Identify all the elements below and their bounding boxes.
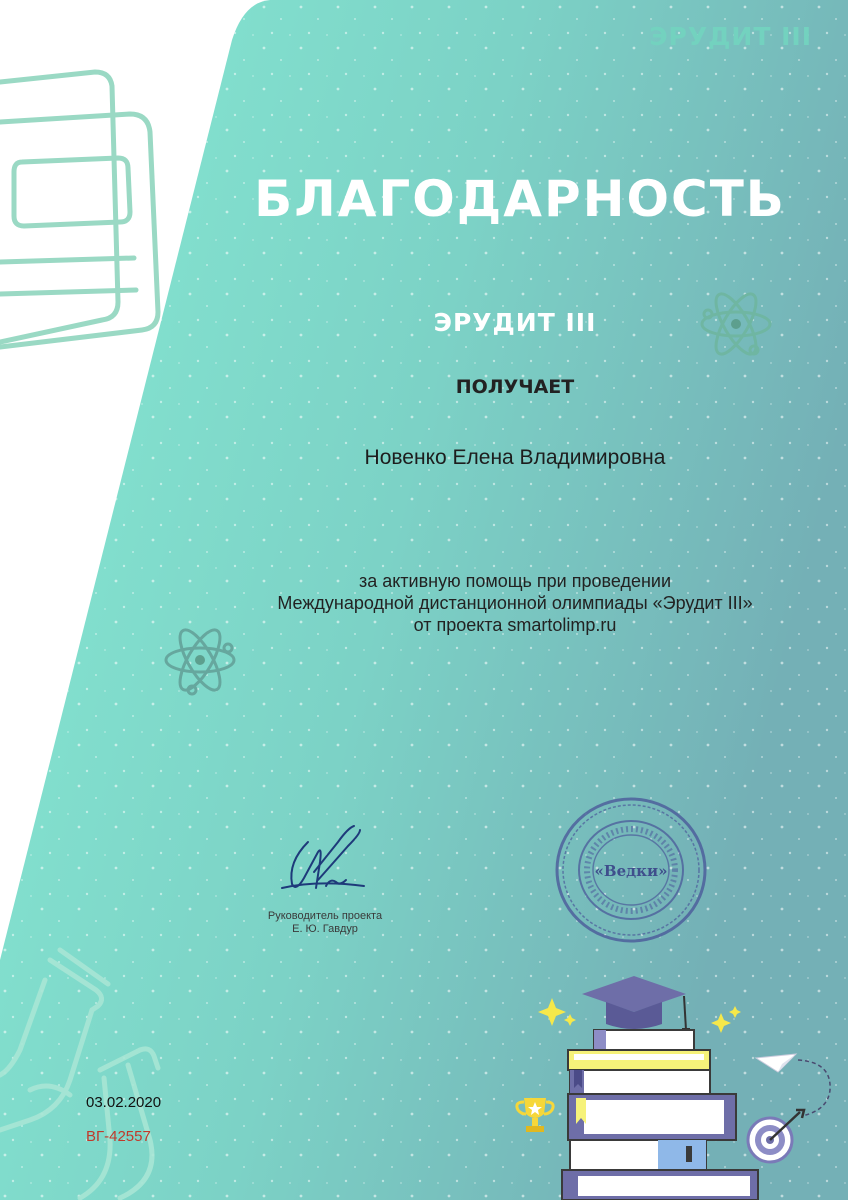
stamp-center-text: «Ведки» bbox=[594, 862, 668, 880]
signature-name: Е. Ю. Гавдур bbox=[292, 923, 358, 935]
olympiad-name: ЭРУДИТ III bbox=[433, 308, 597, 337]
recipient-name: Новенко Елена Владимировна bbox=[364, 446, 666, 469]
reason-line-2: Международной дистанционной олимпиады «Эрудит III» bbox=[277, 593, 753, 613]
award-reason bbox=[215, 570, 815, 636]
reason-line-3: от проекта smartolimp.ru bbox=[413, 615, 617, 635]
target-icon bbox=[746, 1108, 806, 1168]
stamp-icon bbox=[554, 796, 708, 944]
trophy-icon bbox=[512, 1094, 558, 1134]
signature-label bbox=[240, 910, 410, 936]
header-brand: ЭРУДИТ III bbox=[649, 22, 812, 51]
certificate-code: ВГ-42557 bbox=[86, 1128, 151, 1145]
issue-date: 03.02.2020 bbox=[86, 1094, 162, 1111]
page-title: БЛАГОДАРНОСТЬ bbox=[254, 170, 786, 228]
flask-icon bbox=[0, 940, 240, 1200]
book-icon bbox=[0, 62, 170, 352]
signature-role: Руководитель проекта bbox=[267, 910, 383, 922]
receives-label: ПОЛУЧАЕТ bbox=[455, 376, 575, 398]
reason-line-1: за активную помощь при проведении bbox=[358, 571, 672, 591]
signature-icon bbox=[278, 822, 368, 898]
